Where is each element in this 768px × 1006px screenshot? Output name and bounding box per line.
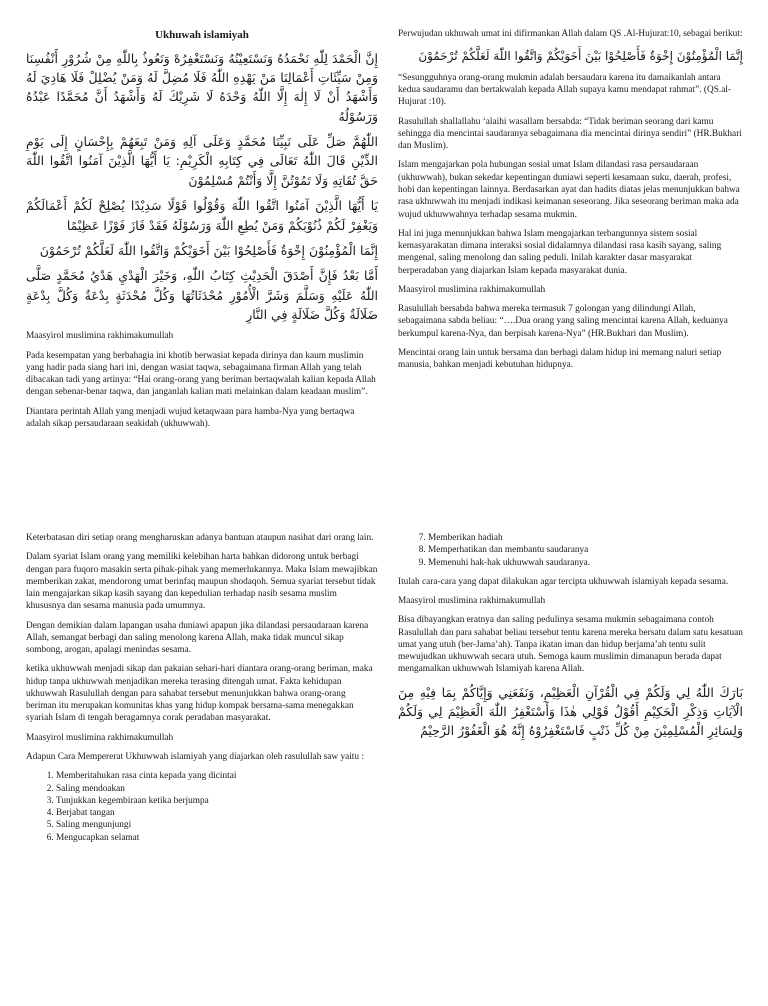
body-paragraph: Itulah cara-cara yang dapat dilakukan agar tercipta ukhuwwah islamiyah kepada sesama. [398, 576, 729, 587]
document-title: Ukhuwah islamiyah [155, 29, 249, 41]
arabic-verse-text: يَا أَيُّهَا الَّذِيْنَ آمَنُوا اتَّقُوا اللّٰهَ وَقُوْلُوا قَوْلًا سَدِيْدًا يُصْلِحْ لَكُمْ أَعْمَالَكُمْ وَيَغْفِرْ لَكُمْ ذُنُوْبَكُمْ وَمَنْ يُطِعِ اللّٰهَ وَرَسُوْلَهُ فَقَدْ فَازَ فَوْزًا عَظِيْمًا [26, 198, 378, 233]
greeting-paragraph: Maasyirol muslimina rakhimakumullah [26, 331, 174, 342]
arabic-hujurat-verse: إِنَّمَا الْمُؤْمِنُوْنَ إِخْوَةٌ فَأَصْلِحُوْا بَيْنَ أَخَوَيْكُمْ وَاتَّقُوا اللّٰهَ لَعَلَّكُمْ تُرْحَمُوْنَ [418, 49, 743, 64]
body-paragraph: Mencintai orang lain untuk bersama dan berbagi dalam hidup ini memang naluri setiap manusia, bahkan menjadi kebutuhan hidupnya. [398, 347, 722, 371]
list-item: 6. Mengucapkan selamat [56, 832, 378, 844]
body-paragraph: Hal ini juga menunjukkan bahwa Islam mengajarkan terbangunnya sistem sosial kemasyarakatan dimana interaksi sosial didalamnya dilandasi rasa kasih sayang, saling mengenal, saling menolong dan saling peduli. Inilah karakter dasar masyarakat berperadaban yang diajarkan Islam kepada masyarakat dunia. [398, 228, 722, 276]
body-paragraph: Perwujudan ukhuwah umat ini difirmankan Allah dalam QS .Al-Hujurat:10, sebagai berikut: [398, 29, 743, 39]
body-paragraph: Bisa dibayangkan eratnya dan saling pedulinya sesama mukmin sebagaimana contoh Rasulullah dan para sahabat beliau tersebut tentu karena mereka bersatu dalam satu kesatuan umat yang utuh (ber-Jama’ah). Tanpa ikatan iman dan hidup berjama’ah tentu sulit mewujudkan ukhuwwah secara utuh. Semoga kaum muslimin dimanapun berada dapat mengamalkan ukhuwwah Islamiyah karena Allah. [398, 615, 743, 675]
column-bottom-left [26, 532, 378, 844]
ukhuwah-steps-list-continued [398, 532, 743, 569]
list-item: 2. Saling mendoakan [56, 783, 378, 795]
body-paragraph: Islam mengajarkan pola hubungan sosial umat Islam dilandasi rasa persaudaraan (ukhuwwah), bukan sekedar kepentingan duniawi seperti kesamaan suku, daerah, profesi, hobi dan kepentingan lainnya. Berdasarkan ayat dan hadits diatas jelas menunjukkan bahwa rasa ukhuwwah itu menjadi indikasi keimanan seseorang. Jika seseorang beriman maka ada wujud ukhuwwahnya terhadap sesama mukmin. [398, 160, 740, 220]
body-paragraph: Rasulullah bersabda bahwa mereka termasuk 7 golongan yang dilindungi Allah, sebagaimana sabda beliau: “….Dua orang yang saling mencintai karena Allah, keduanya berkumpul karena-Nya, dan berpisah karena-Nya” (HR.Bukhari dan Muslim). [398, 304, 728, 339]
list-item: 3. Tunjukkan kegembiraan ketika berjumpa [56, 795, 378, 807]
ukhuwah-steps-list [26, 770, 378, 844]
arabic-closing-prayer: بَارَكَ اللّٰهُ لِي وَلَكُمْ فِي الْقُرْآنِ الْعَظِيْمِ، وَنَفَعَنِي وَإِيَّاكُمْ بِمَا فِيْهِ مِنَ الْآيَاتِ وَذِكْرِ الْحَكِيْمِ أَقُوْلُ قَوْلِي هٰذَا وَأَسْتَغْفِرُ اللّٰهَ الْعَظِيْمَ لِي وَلَكُمْ وَلِسَائِرِ الْمُسْلِمِيْنَ مِنْ كُلِّ ذَنْبٍ فَاسْتَغْفِرُوْهُ إِنَّهُ هُوَ الْغَفُوْرُ الرَّحِيْمُ [398, 684, 743, 739]
column-top-left [26, 28, 378, 437]
body-paragraph: Diantara perintah Allah yang menjadi wujud ketaqwaan para hamba-Nya yang bertaqwa adalah sikap persaudaraan seakidah (ukhuwwah). [26, 406, 355, 429]
body-paragraph: Adapun Cara Mempererat Ukhuwwah islamiyah yang diajarkan oleh rasulullah saw yaitu : [26, 751, 364, 762]
body-paragraph: Rasulullah shallallahu ‘alaihi wasallam bersabda: “Tidak beriman seorang dari kamu sehingga dia mencintai saudaranya sebagaimana dia mencintai dirinya sendiri” (HR.Bukhari dan Muslim). [398, 116, 742, 152]
arabic-hujurat-verse: إِنَّمَا الْمُؤْمِنُوْنَ إِخْوَةٌ فَأَصْلِحُوْا بَيْنَ أَخَوَيْكُمْ وَاتَّقُوا اللّٰهَ لَعَلَّكُمْ تُرْحَمُوْنَ [39, 242, 378, 258]
list-item: 1. Memberitahukan rasa cinta kepada yang dicintai [56, 770, 378, 782]
list-item: 9. Memenuhi hak-hak ukhuwwah saudaranya. [428, 557, 743, 569]
list-item: 8. Memperhatikan dan membantu saudaranya [428, 544, 743, 556]
list-item: 7. Memberikan hadiah [428, 532, 743, 544]
arabic-opening-text: إِنَّ الْحَمْدَ لِلّٰهِ نَحْمَدُهُ وَنَسْتَعِيْنُهُ وَنَسْتَغْفِرُهْ وَنَعُوذُ بِاللّٰهِ مِنْ شُرُوْرِ أَنْفُسِنَا وَمِنْ سَيِّئَاتِ أَعْمَالِنَا مَنْ يَهْدِهِ اللّٰهُ فَلَا مُضِلَّ لَهُ وَمَنْ يُضْلِلْ فَلَا هَادِيَ لَهُ وَأَشْهَدُ أَنْ لَا إِلٰهَ إِلَّا اللّٰهُ وَحْدَهُ لَا شَرِيْكَ لَهُ وَأَشْهَدُ أَنَّ مُحَمَّدًا عَبْدُهُ وَرَسُوْلُهُ [26, 50, 378, 124]
body-paragraph: Dengan demikian dalam lapangan usaha duniawi apapun jika dilandasi persaudaraan karena Allah, semangat berbagi dan saling menolong karena Allah, maka tidak muncul sikap sombong, arogan, apalagi menindas sesama. [26, 620, 369, 656]
column-top-right [398, 28, 743, 378]
greeting-paragraph: Maasyirol muslimina rakhimakumullah [398, 284, 546, 295]
arabic-amma-badu-text: أَمَّا بَعْدُ فَإِنَّ أَصْدَقَ الْحَدِيْثِ كِتَابُ اللّٰهِ، وَخَيْرَ الْهَدْيِ هَدْيُ مُحَمَّدٍ صَلَّى اللّٰهُ عَلَيْهِ وَسَلَّمَ وَشَرَّ الْأُمُوْرِ مُحْدَثَاتُهَا وَكُلَّ مُحْدَثَةٍ بِدْعَةٌ وَكُلَّ بِدْعَةٍ ضَلَالَةٌ وَكُلَّ ضَلَالَةٍ فِي النَّارِ [26, 268, 378, 323]
body-paragraph: Dalam syariat Islam orang yang memiliki kelebihan harta bahkan didorong untuk berbagi dengan para fuqoro masakin serta pihak-pihak yang memerlukannya. Maka Islam mewajibkan memberikan zakat, mendorong umat berinfaq maupun shodaqoh. Semua syariat tersebut tidak lain mengajarkan sikap kasih sayang dan kepedulian terhadap nasib sesama muslim khususnya dan sesama manusia pada umumnya. [26, 552, 378, 612]
body-paragraph: Pada kesempatan yang berbahagia ini khotib berwasiat kepada dirinya dan kaum muslimin yang hadir pada siang hari ini, dengan wasiat taqwa, sebagaimana firman Allah yang telah dibacakan tadi yang artinya: “Hai orang-orang yang beriman bertaqwalah kalian kepada Allah dengan sebenar-benar taqwa, dan janganlah kalian mati melainkan dalam keadaan muslim”. [26, 350, 376, 398]
arabic-shalawat-text: اللّٰهُمَّ صَلِّ عَلَى نَبِيِّنَا مُحَمَّدٍ وَعَلَى آلِهِ وَمَنْ تَبِعَهُمْ بِإِحْسَانٍ إِلَى يَوْمِ الدِّيْنِ قَالَ اللّٰهُ تَعَالَى فِي كِتَابِهِ الْكَرِيْمِ: يَا أَيُّهَا الَّذِيْنَ آمَنُوا اتَّقُوا اللّٰهَ حَقَّ تُقَاتِهِ وَلَا تَمُوْتُنَّ إِلَّا وَأَنْتُمْ مُسْلِمُوْنَ [26, 134, 378, 188]
body-paragraph: “Sesungguhnya orang-orang mukmin adalah bersaudara karena itu damaikanlah antara kedua saudaramu dan bertakwalah kepada Allah supaya kamu mendapat rahmat”. (QS.al-Hujurat :10). [398, 72, 732, 108]
greeting-paragraph: Maasyirol muslimina rakhimakumullah [26, 732, 174, 743]
greeting-paragraph: Maasyirol muslimina rakhimakumullah [398, 596, 546, 607]
body-paragraph: ketika ukhuwwah menjadi sikap dan pakaian sehari-hari diantara orang-orang beriman, maka hidup tanpa ukhuwwah menjadikan mereka terasing ditengah umat. Fakta kehidupan ukhuwwah Rasulullah dengan para sahabat tersebut menunjukkan bahwa orang-orang beriman itu merupakan komunitas khas yang hidup kompak bersama-sama menegakkan syariah Islam di tengah beragamnya corak peradaban masyarakat. [26, 664, 373, 724]
list-item: 5. Saling mengunjungi [56, 819, 378, 831]
body-paragraph: Keterbatasan diri setiap orang mengharuskan adanya bantuan ataupun nasihat dari orang lain. [26, 533, 374, 543]
list-item: 4. Berjabat tangan [56, 807, 378, 819]
column-bottom-right [398, 532, 743, 747]
